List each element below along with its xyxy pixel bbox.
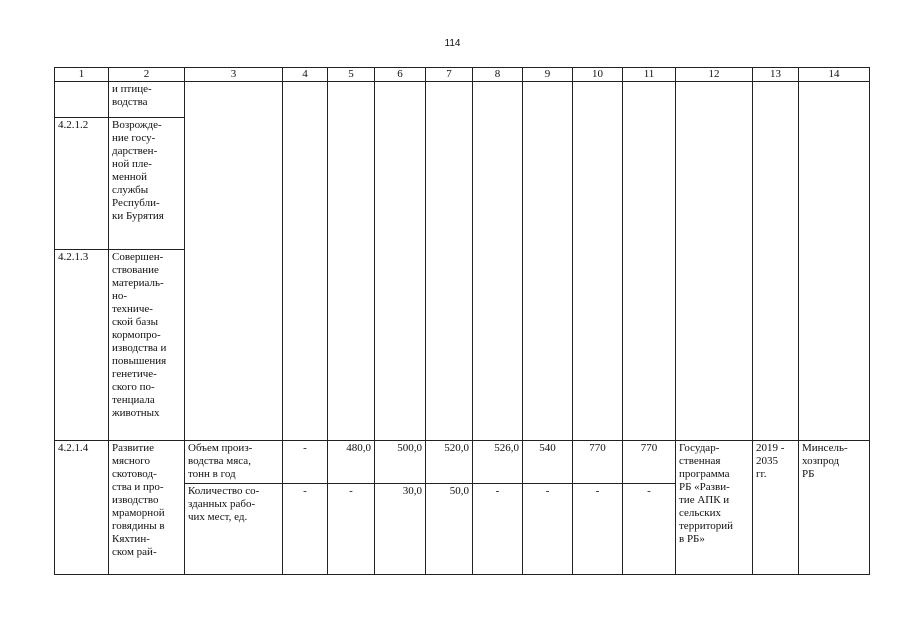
header-cell: 8 [473, 68, 523, 82]
header-cell: 3 [185, 68, 283, 82]
empty-cell [799, 82, 870, 441]
header-cell: 1 [55, 68, 109, 82]
header-cell: 7 [426, 68, 473, 82]
value-cell: - [283, 484, 328, 575]
value-cell: - [283, 441, 328, 484]
indicator-cell [185, 484, 283, 575]
header-row [55, 68, 870, 82]
page-number: 114 [444, 38, 461, 49]
measure-name: Совершен- ствование материаль- но- техниче- ской базы кормопро- изводства и повышения генетиче- ского по- тенциала животных [112, 251, 167, 419]
period-cell [753, 441, 799, 575]
value-cell: 520,0 [426, 441, 473, 484]
table-row [55, 441, 870, 484]
value-cell: - [328, 484, 375, 575]
code-cell: 4.2.1.4 [55, 441, 109, 575]
value-cell: 540 [523, 441, 573, 484]
value-cell: - [473, 484, 523, 575]
empty-cell [473, 82, 523, 441]
header-cell: 12 [676, 68, 753, 82]
value-cell: 770 [573, 441, 623, 484]
indicator-text: Объем произ- водства мяса, тонн в год [188, 442, 253, 480]
empty-cell [753, 82, 799, 441]
value-cell: - [573, 484, 623, 575]
empty-cell [573, 82, 623, 441]
code-cell: 4.2.1.3 [55, 250, 109, 441]
value-cell: 480,0 [328, 441, 375, 484]
indicator-cell [185, 82, 283, 441]
header-cell: 13 [753, 68, 799, 82]
empty-cell [375, 82, 426, 441]
period-text: 2019 - 2035 гг. [756, 442, 785, 480]
measure-name-cell [109, 441, 185, 575]
empty-cell [328, 82, 375, 441]
value-cell: 30,0 [375, 484, 426, 575]
value-cell: 526,0 [473, 441, 523, 484]
table-row [55, 82, 870, 118]
indicator-cell [185, 441, 283, 484]
value-cell: - [523, 484, 573, 575]
header-cell: 11 [623, 68, 676, 82]
header-cell: 2 [109, 68, 185, 82]
measure-name-cell [109, 118, 185, 250]
empty-cell [426, 82, 473, 441]
value-cell: - [623, 484, 676, 575]
measure-name: и птице- водства [112, 83, 152, 108]
measure-name-cell [109, 82, 185, 118]
executor-cell [799, 441, 870, 575]
header-cell: 4 [283, 68, 328, 82]
empty-cell [676, 82, 753, 441]
header-cell: 14 [799, 68, 870, 82]
program-text: Государ- ственная программа РБ «Разви- тие АПК и сельских территорий в РБ» [679, 442, 734, 545]
program-cell [676, 441, 753, 575]
empty-cell [283, 82, 328, 441]
indicator-text: Количество со- зданных рабо- чих мест, ед. [188, 485, 260, 523]
measure-name: Возрожде- ние госу- дарствен- ной пле- менной службы Республи- ки Бурятия [112, 119, 164, 222]
header-cell: 5 [328, 68, 375, 82]
code-cell [55, 82, 109, 118]
header-cell: 9 [523, 68, 573, 82]
value-cell: 50,0 [426, 484, 473, 575]
value-cell: 770 [623, 441, 676, 484]
measure-name: Развитие мясного скотовод- ства и про- изводство мраморной говядины в Кяхтин- ском рай- [112, 442, 165, 558]
code-cell: 4.2.1.2 [55, 118, 109, 250]
measures-table [54, 67, 870, 575]
empty-cell [623, 82, 676, 441]
measure-name-cell [109, 250, 185, 441]
header-cell: 10 [573, 68, 623, 82]
header-cell: 6 [375, 68, 426, 82]
value-cell: 500,0 [375, 441, 426, 484]
empty-cell [523, 82, 573, 441]
executor-text: Минсель- хозпрод РБ [802, 442, 848, 480]
